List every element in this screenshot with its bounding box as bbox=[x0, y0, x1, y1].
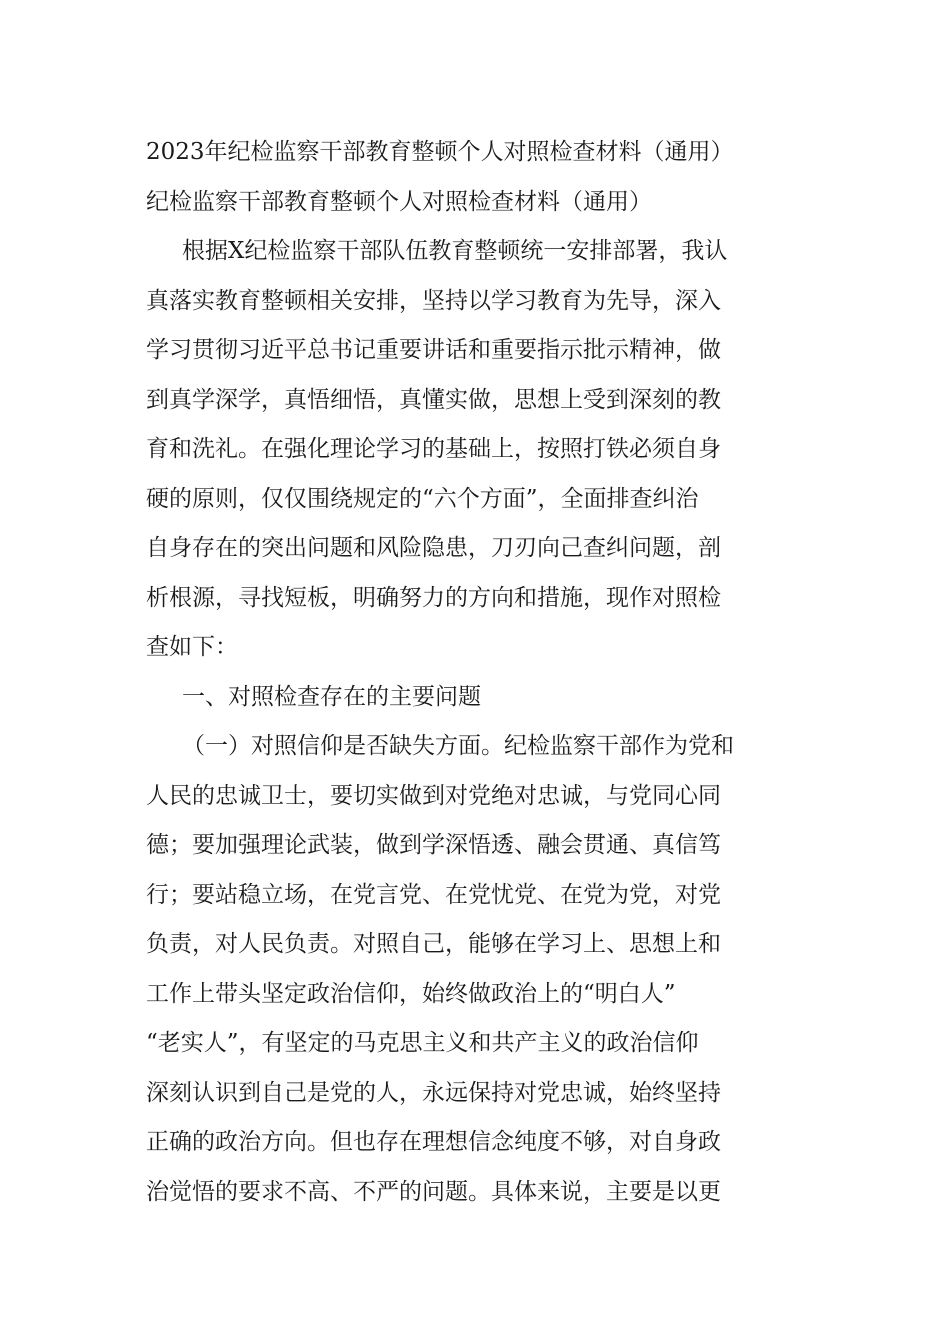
section-paragraph-line: 德；要加强理论武装，做到学深悟透、融会贯通、真信笃 bbox=[146, 832, 721, 858]
section-paragraph-line: 深刻认识到自己是党的人，永远保持对党忠诚，始终坚持 bbox=[146, 1079, 721, 1106]
intro-paragraph-line: 育和洗礼。在强化理论学习的基础上，按照打铁必须自身 bbox=[146, 436, 721, 462]
intro-paragraph-line: 硬的原则，仅仅围绕规定的“六个方面”，全面排查纠治 bbox=[146, 485, 699, 512]
document-title: 2023年纪检监察干部教育整顿个人对照检查材料（通用） bbox=[146, 139, 734, 165]
section-paragraph-line: “老实人”，有坚定的马克思主义和共产主义的政治信仰 bbox=[146, 1030, 699, 1056]
intro-paragraph-line: 根据X纪检监察干部队伍教育整顿统一安排部署，我认 bbox=[182, 238, 728, 264]
section-paragraph-line: 工作上带头坚定政治信仰，始终做政治上的“明白人” bbox=[146, 980, 676, 1007]
intro-paragraph-line: 学习贯彻习近平总书记重要讲话和重要指示批示精神，做 bbox=[146, 337, 721, 363]
document-body bbox=[146, 128, 806, 1217]
section-paragraph-line: 人民的忠诚卫士，要切实做到对党绝对忠诚，与党同心同 bbox=[146, 782, 721, 809]
section-paragraph-line: （一）对照信仰是否缺失方面。纪检监察干部作为党和 bbox=[182, 733, 734, 759]
intro-paragraph-line: 析根源，寻找短板，明确努力的方向和措施，现作对照检 bbox=[146, 584, 721, 611]
intro-paragraph-line: 查如下： bbox=[146, 634, 238, 660]
section-paragraph-line: 负责，对人民负责。对照自己，能够在学习上、思想上和 bbox=[146, 931, 721, 957]
intro-paragraph-line: 真落实教育整顿相关安排，坚持以学习教育为先导，深入 bbox=[146, 287, 721, 314]
section-heading: 一、对照检查存在的主要问题 bbox=[182, 683, 481, 710]
intro-paragraph-line: 自身存在的突出问题和风险隐患，刀刃向己查纠问题，剖 bbox=[146, 535, 721, 561]
section-paragraph-line: 行；要站稳立场，在党言党、在党忧党、在党为党，对党 bbox=[146, 881, 721, 908]
document-subtitle: 纪检监察干部教育整顿个人对照检查材料（通用） bbox=[146, 188, 652, 215]
intro-paragraph-line: 到真学深学，真悟细悟，真懂实做，思想上受到深刻的教 bbox=[146, 386, 721, 413]
section-paragraph-line: 治觉悟的要求不高、不严的问题。具体来说，主要是以更 bbox=[146, 1178, 721, 1205]
section-paragraph-line: 正确的政治方向。但也存在理想信念纯度不够，对自身政 bbox=[146, 1129, 721, 1155]
